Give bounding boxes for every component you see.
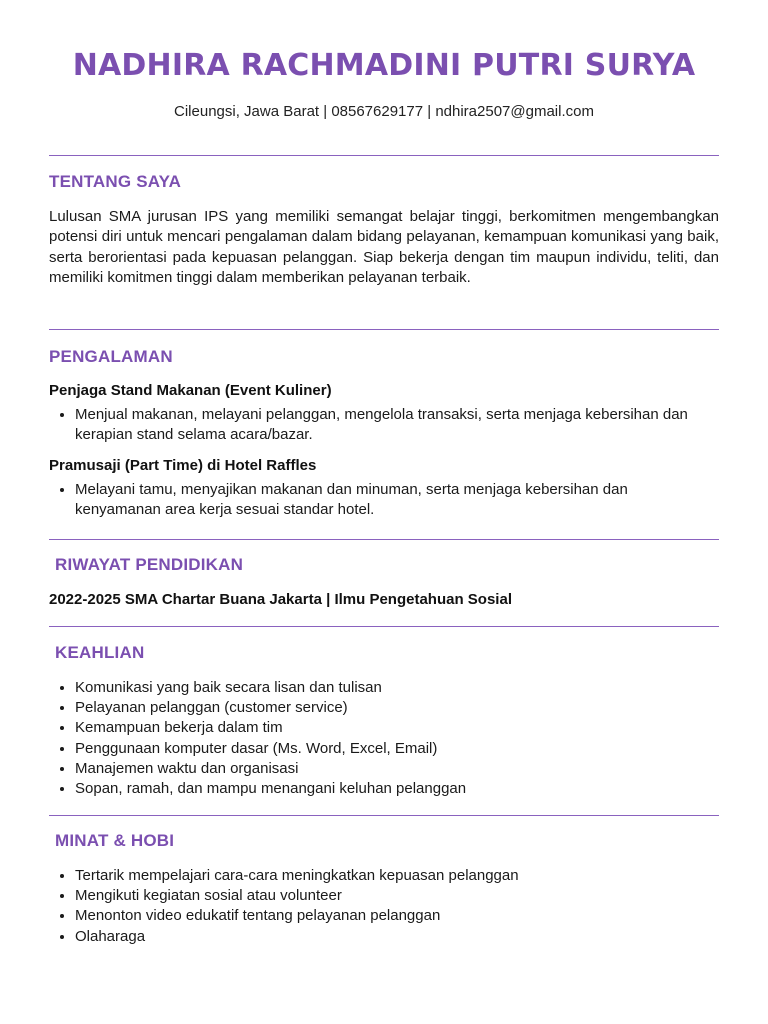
list-item: • Sopan, ramah, dan mampu menangani keluhan pelanggan xyxy=(75,779,715,799)
section-divider xyxy=(49,155,719,156)
job-title: Pramusaji (Part Time) di Hotel Raffles xyxy=(49,457,317,474)
education-entry: 2022-2025 SMA Chartar Buana Jakarta | Ilmu Pengetahuan Sosial xyxy=(49,591,512,608)
section-divider xyxy=(49,539,719,540)
job-bullets xyxy=(49,480,715,520)
hobbies-list xyxy=(49,866,715,947)
candidate-name: NADHIRA RACHMADINI PUTRI SURYA xyxy=(72,48,696,83)
list-item: • Tertarik mempelajari cara-cara meningkatkan kepuasan pelanggan xyxy=(75,866,715,886)
list-item: • Menonton video edukatif tentang pelayanan pelanggan xyxy=(75,906,715,926)
contact-info: Cileungsi, Jawa Barat | 08567629177 | ndhira2507@gmail.com xyxy=(174,103,594,120)
section-heading-skills: KEAHLIAN xyxy=(55,643,145,662)
section-heading-education: RIWAYAT PENDIDIKAN xyxy=(55,555,244,574)
section-divider xyxy=(49,815,719,816)
about-text: Lulusan SMA jurusan IPS yang memiliki semangat belajar tinggi, berkomitmen mengembangkan potensi diri untuk mencari pengalaman dalam bidang pelayanan, kemampuan komunikasi yang baik, serta berorientasi pada kepuasan pelanggan. Siap bekerja dengan tim maupun individu, teliti, dan memiliki komitmen tinggi dalam memberikan pelayanan terbaik. xyxy=(49,208,719,286)
list-item: • Pelayanan pelanggan (customer service) xyxy=(75,698,715,718)
list-item: • Manajemen waktu dan organisasi xyxy=(75,759,715,779)
section-divider xyxy=(49,329,719,330)
list-item: • Komunikasi yang baik secara lisan dan tulisan xyxy=(75,678,715,698)
job-title: Penjaga Stand Makanan (Event Kuliner) xyxy=(49,382,332,399)
section-heading-experience: PENGALAMAN xyxy=(49,347,173,366)
list-item: • Menjual makanan, melayani pelanggan, mengelola transaksi, serta menjaga kebersihan dan kerapian stand selama acara/bazar. xyxy=(75,405,715,445)
list-item: • Olaharaga xyxy=(75,927,715,947)
section-heading-about: TENTANG SAYA xyxy=(49,172,182,191)
list-item: • Penggunaan komputer dasar (Ms. Word, Excel, Email) xyxy=(75,739,715,759)
job-bullets xyxy=(49,405,715,445)
list-item: • Melayani tamu, menyajikan makanan dan minuman, serta menjaga kebersihan dan kenyamanan area kerja sesuai standar hotel. xyxy=(75,480,715,520)
section-divider xyxy=(49,626,719,627)
section-heading-hobbies: MINAT & HOBI xyxy=(55,831,175,850)
list-item: • Kemampuan bekerja dalam tim xyxy=(75,718,715,738)
skills-list xyxy=(49,678,715,799)
list-item: • Mengikuti kegiatan sosial atau volunteer xyxy=(75,886,715,906)
